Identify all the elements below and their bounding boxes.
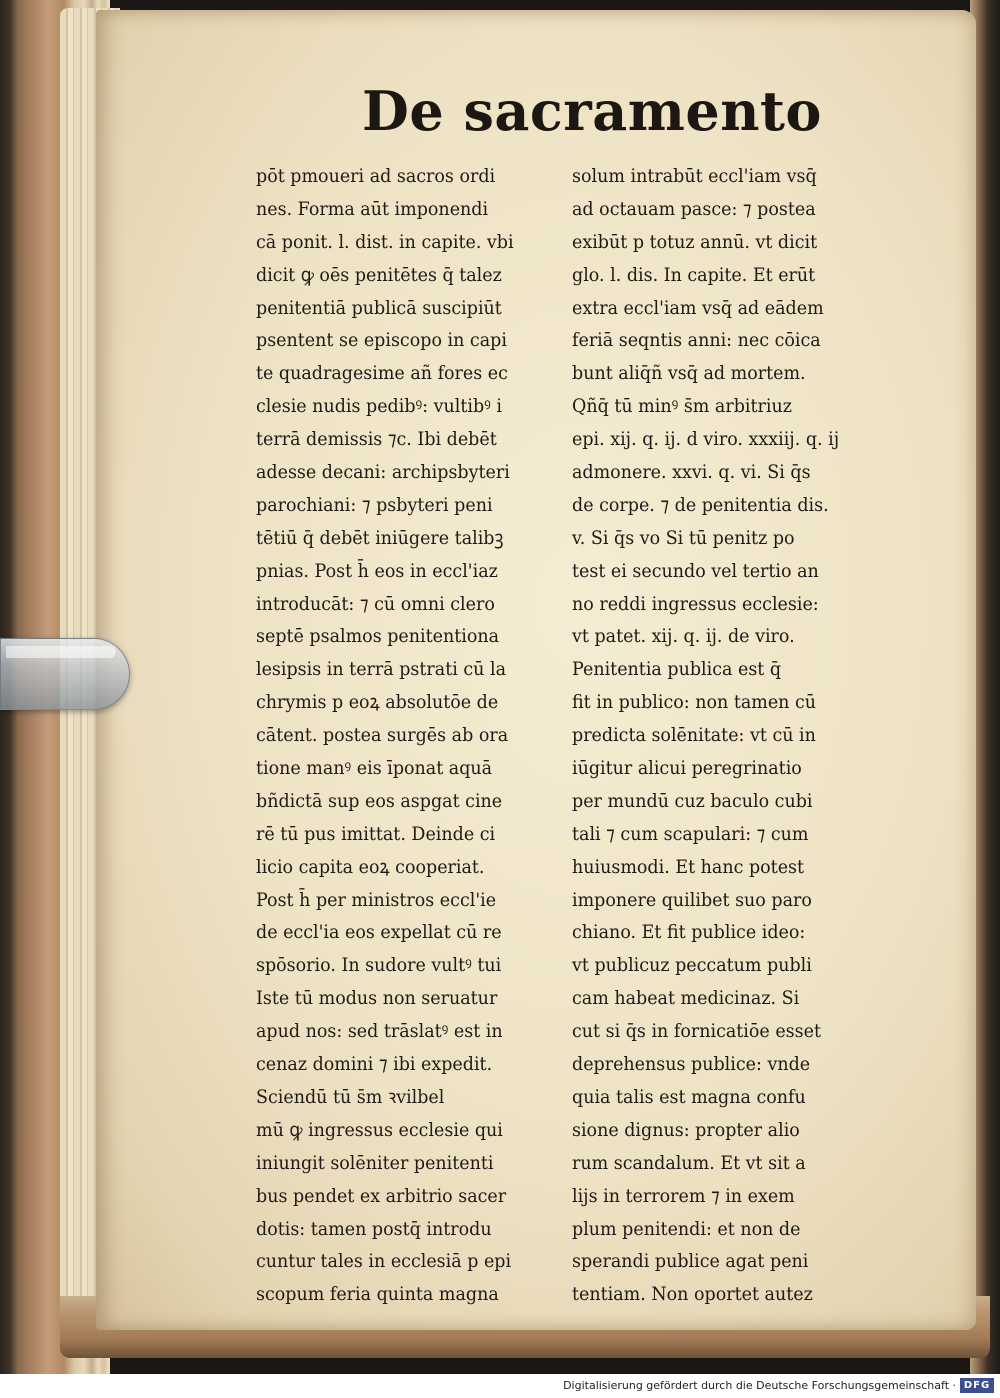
- text-line: glo. l. dis. In capite. Et erūt: [572, 263, 816, 286]
- text-line: mū ꝙ ingressus ecclesie qui: [256, 1118, 503, 1141]
- text-line: admonere. xxvi. q. vi. Si q̄s: [572, 461, 811, 484]
- text-line: extra eccl'iam vsq̄ ad eādem: [572, 296, 824, 319]
- text-line: lijs in terrorem ⁊ in exem: [572, 1184, 795, 1207]
- footer-bar: [0, 1374, 1000, 1398]
- text-line: epi. xij. q. ij. d viro. xxxiij. q. ij: [572, 428, 840, 451]
- text-line: v. Si q̄s vo Si tū penitz po: [572, 526, 795, 549]
- text-line: ad octauam pasce: ⁊ postea: [572, 197, 816, 220]
- text-line: lesipsis in terrā pstrati cū la: [256, 658, 506, 681]
- left-text-column: [256, 160, 576, 1311]
- text-line: Qñq̄ tū minꝰ s̄m arbitriuz: [572, 395, 792, 418]
- page-weight-highlight: [6, 646, 116, 658]
- text-line: adesse decani: archipsbyteri: [256, 461, 510, 484]
- text-line: plum penitendi: et non de: [572, 1217, 801, 1240]
- text-line: vt patet. xij. q. ij. de viro.: [572, 625, 795, 648]
- text-line: nes. Forma aūt imponendi: [256, 197, 489, 220]
- text-line: cam habeat medicinaz. Si: [572, 987, 800, 1010]
- text-line: terrā demissis ⁊c. Ibi debēt: [256, 428, 497, 451]
- text-line: bus pendet ex arbitrio sacer: [256, 1184, 507, 1207]
- text-line: septē psalmos penitentiona: [256, 625, 500, 648]
- text-line: parochiani: ⁊ psbyteri peni: [256, 493, 493, 516]
- text-line: cenaz domini ⁊ ibi expedit.: [256, 1053, 493, 1076]
- text-line: penitentiā publicā suscipiūt: [256, 296, 502, 319]
- text-line: cā ponit. l. dist. in capite. vbi: [256, 230, 514, 253]
- text-line: deprehensus publice: vnde: [572, 1053, 811, 1076]
- text-line: scopum feria quinta magna: [256, 1283, 499, 1306]
- text-line: rum scandalum. Et vt sit a: [572, 1151, 806, 1174]
- text-line: exibūt p totuz annū. vt dicit: [572, 230, 818, 253]
- text-line: huiusmodi. Et hanc potest: [572, 855, 805, 878]
- text-line: Post h̄ per ministros eccl'ie: [256, 888, 497, 911]
- text-line: pōt pmoueri ad sacros ordi: [256, 165, 496, 187]
- text-line: test ei secundo vel tertio an: [572, 559, 819, 582]
- text-line: sperandi publice agat peni: [572, 1250, 809, 1273]
- text-line: chiano. Et fit publice ideo:: [572, 921, 806, 944]
- text-line: Sciendū tū s̄m ꝛvilbel: [256, 1085, 445, 1108]
- text-line: dicit ꝙ oēs penitētes q̄ talez: [256, 263, 502, 286]
- text-line: predicta solēnitate: vt cū in: [572, 724, 816, 747]
- text-line: psentent se episcopo in capi: [256, 329, 507, 352]
- text-line: cuntur tales in ecclesiā p epi: [256, 1250, 512, 1273]
- text-line: chrymis p eoꝝ absolutōe de: [256, 691, 499, 714]
- text-line: imponere quilibet suo paro: [572, 888, 812, 911]
- text-line: solum intrabūt eccl'iam vsq̄: [572, 165, 817, 187]
- text-line: tali ⁊ cum scapulari: ⁊ cum: [572, 822, 809, 845]
- text-line: rē tū pus imittat. Deinde ci: [256, 822, 496, 845]
- text-line: sione dignus: propter alio: [572, 1118, 800, 1141]
- text-line: cut si q̄s in fornicatiōe esset: [572, 1020, 821, 1043]
- text-line: tione manꝰ eis īponat aquā: [256, 757, 493, 780]
- text-line: iniungit solēniter penitenti: [256, 1151, 494, 1174]
- page-heading: De sacramento: [362, 79, 822, 143]
- text-line: te quadragesime añ fores ec: [256, 362, 508, 385]
- glass-page-weight: [0, 620, 132, 726]
- text-line: feriā seqntis anni: nec cōica: [572, 329, 821, 352]
- right-text-column: [572, 160, 892, 1311]
- text-line: bunt aliq̄ñ vsq̄ ad mortem.: [572, 362, 806, 385]
- dfg-logo: DFG: [960, 1378, 994, 1393]
- text-line: fit in publico: non tamen cū: [572, 691, 817, 714]
- text-line: cātent. postea surgēs ab ora: [256, 724, 509, 747]
- text-line: per mundū cuz baculo cubi: [572, 789, 813, 812]
- funding-credit: Digitalisierung gefördert durch die Deutsche Forschungsgemeinschaft ·: [563, 1379, 956, 1392]
- text-line: licio capita eoꝝ cooperiat.: [256, 855, 485, 878]
- text-line: Penitentia publica est q̄: [572, 658, 782, 681]
- text-line: dotis: tamen postq̄ introdu: [256, 1217, 492, 1240]
- text-line: tētiū q̄ debēt iniūgere talibꝫ: [256, 526, 504, 549]
- text-line: clesie nudis pedibꝰ: vultibꝰ i: [256, 395, 502, 418]
- text-line: no reddi ingressus ecclesie:: [572, 592, 819, 615]
- text-line: iūgitur alicui peregrinatio: [572, 757, 802, 780]
- text-line: Iste tū modus non seruatur: [256, 987, 498, 1010]
- text-line: quia talis est magna confu: [572, 1085, 806, 1108]
- text-line: spōsorio. In sudore vultꝰ tui: [256, 954, 502, 977]
- text-line: apud nos: sed trāslatꝰ est in: [256, 1020, 503, 1043]
- text-line: vt publicuz peccatum publi: [572, 954, 812, 977]
- text-line: de eccl'ia eos expellat cū re: [256, 921, 502, 944]
- text-line: pnias. Post h̄ eos in eccl'iaz: [256, 559, 498, 582]
- text-line: bñdictā sup eos aspgat cine: [256, 789, 503, 812]
- text-line: de corpe. ⁊ de penitentia dis.: [572, 493, 829, 516]
- text-line: introducāt: ⁊ cū omni clero: [256, 592, 495, 615]
- text-line: tentiam. Non oportet autez: [572, 1283, 813, 1306]
